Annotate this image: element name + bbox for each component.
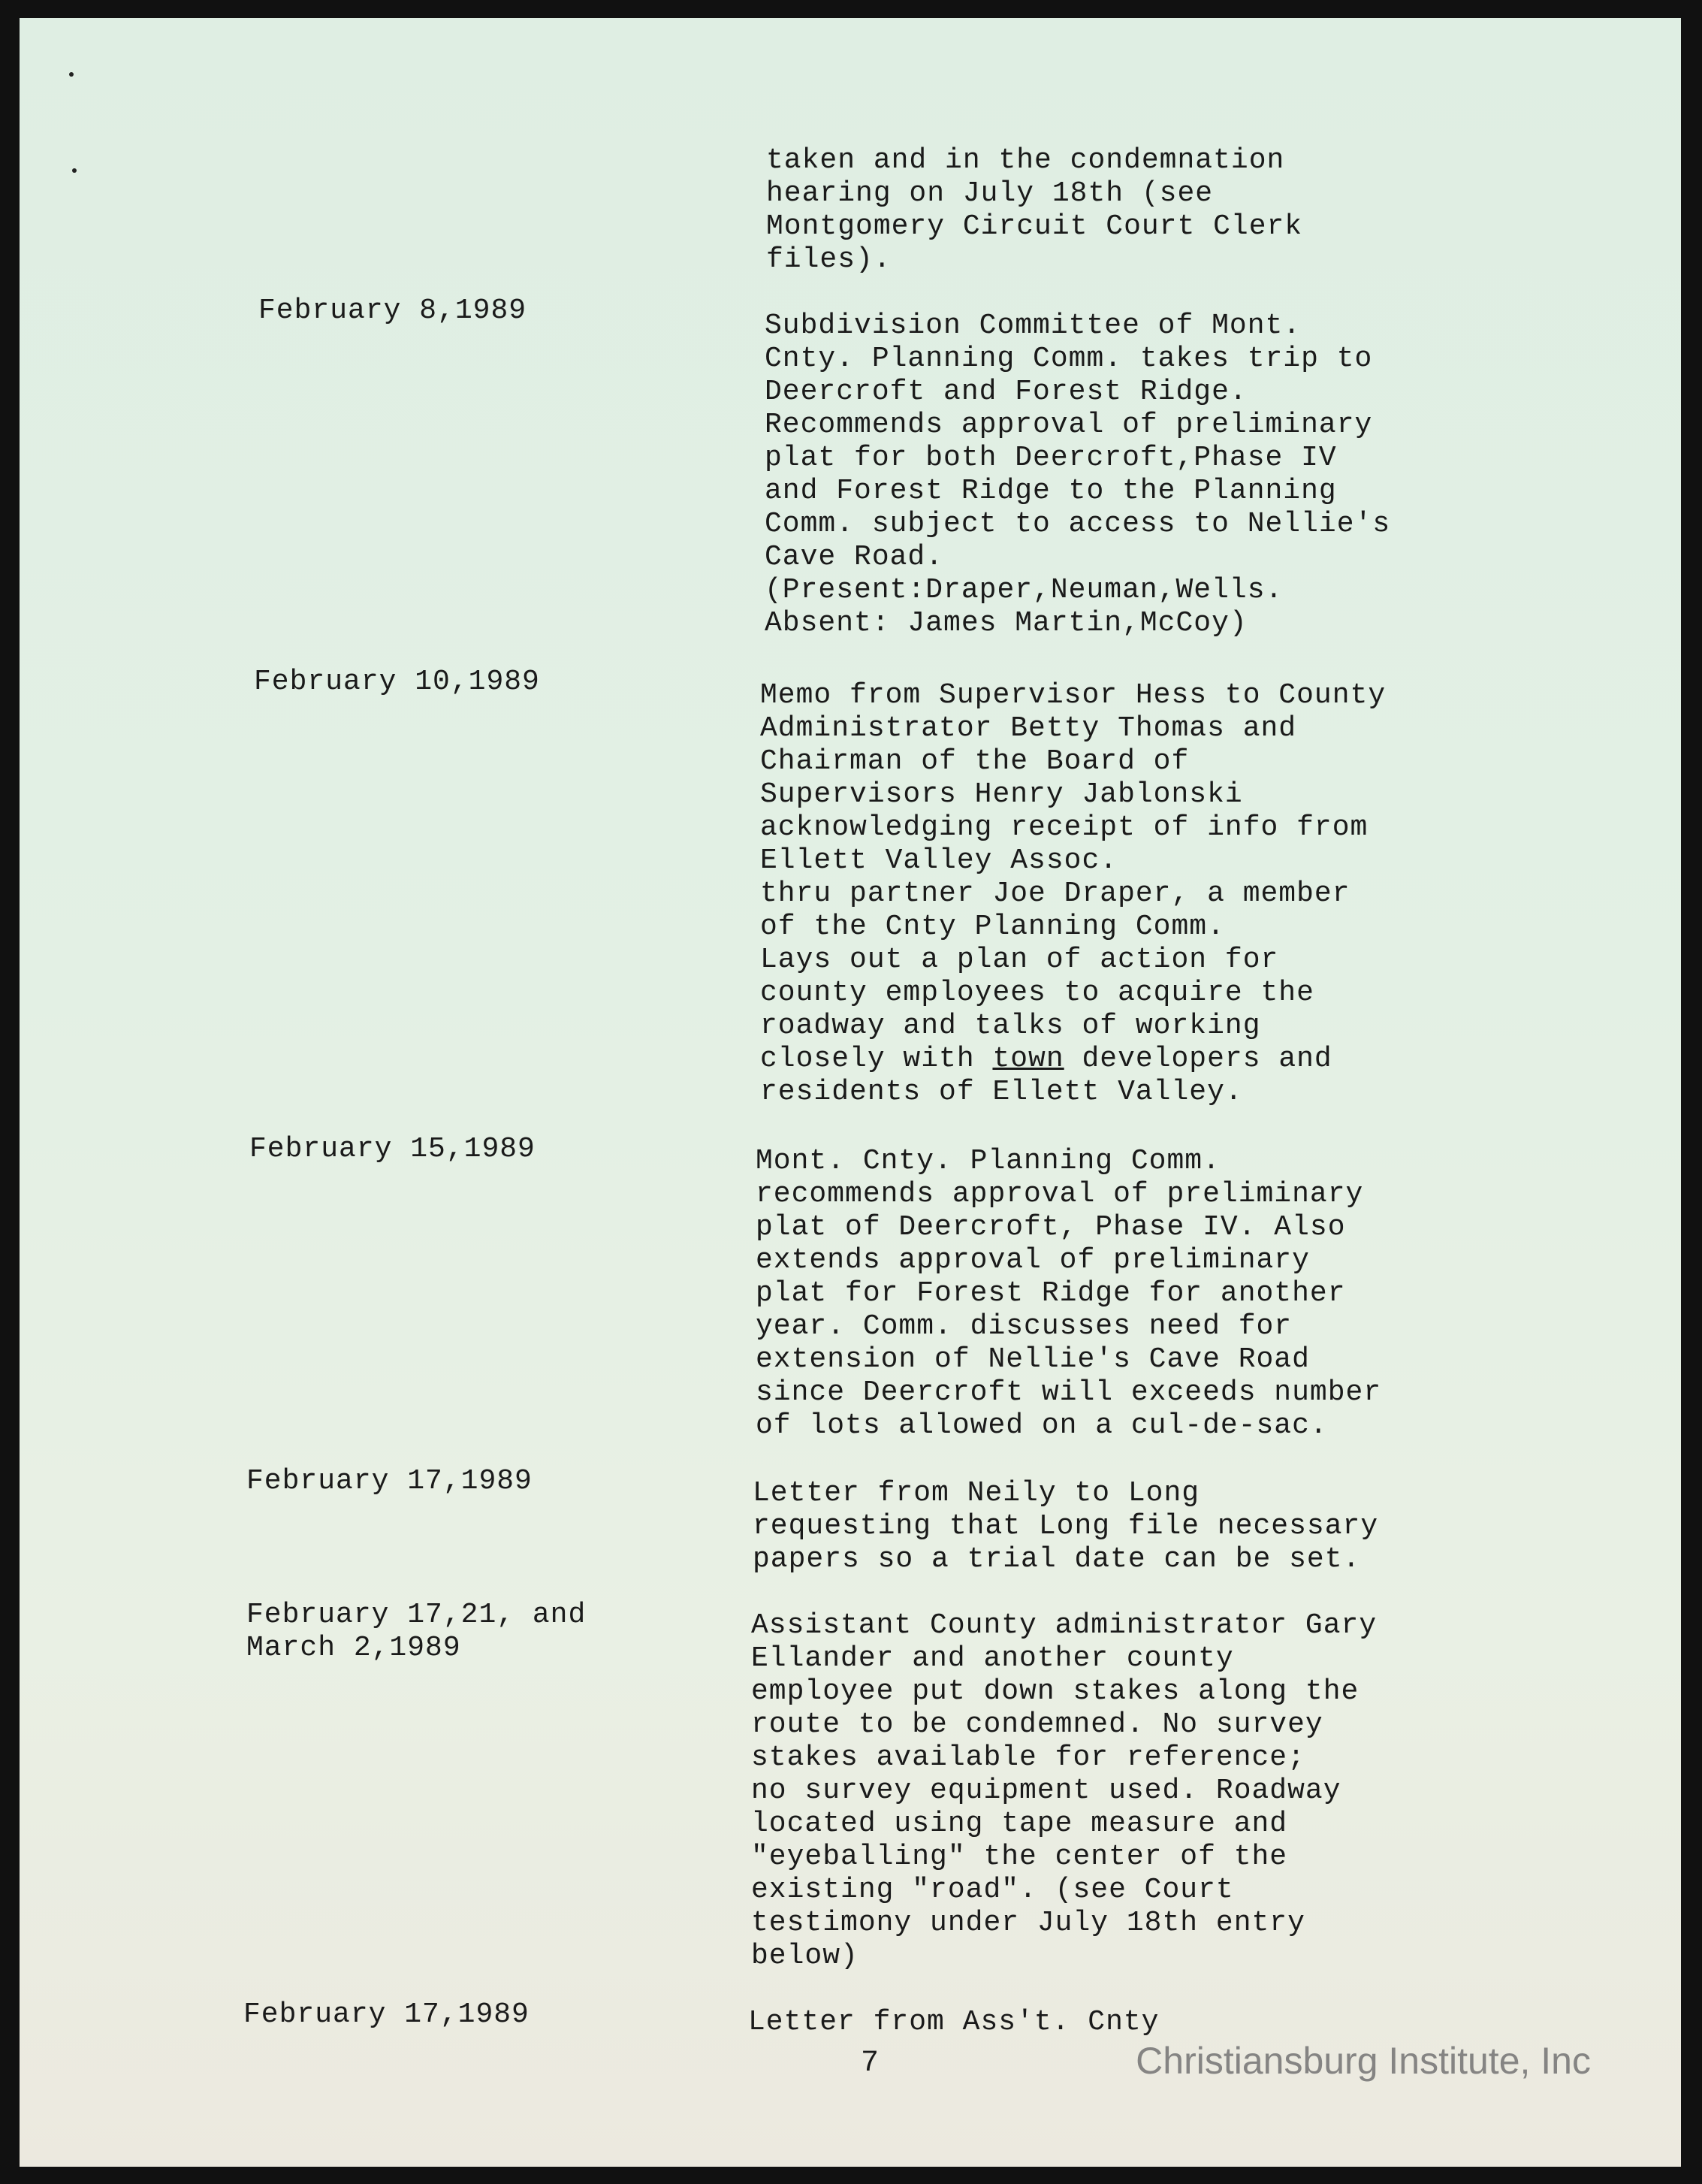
text-line: Supervisors Henry Jablonski [760, 778, 1243, 811]
text-line: Absent: James Martin,McCoy) [765, 607, 1248, 639]
text-line: plat for Forest Ridge for another [756, 1277, 1346, 1309]
entry-date: February 17,1989 [246, 1465, 533, 1497]
text-line: Chairman of the Board of [760, 745, 1190, 778]
text-line: Lays out a plan of action for [760, 944, 1279, 976]
punch-mark [69, 72, 74, 77]
text-line: Cave Road. [765, 541, 944, 573]
text-line: files). [766, 243, 892, 276]
text-line: since Deercroft will exceeds number [756, 1376, 1382, 1409]
text-line: Letter from Ass't. Cnty [748, 2006, 1160, 2038]
entry-text [751, 1609, 1540, 1973]
text-line: residents of Ellett Valley. [760, 1076, 1243, 1108]
text-line: extends approval of preliminary [756, 1244, 1310, 1276]
entry-text [748, 2006, 1537, 2039]
entry-date: February 15,1989 [249, 1133, 536, 1165]
text-line: taken and in the condemnation [766, 144, 1285, 177]
text-line: located using tape measure and [751, 1808, 1288, 1840]
text-line: roadway and talks of working [760, 1010, 1261, 1042]
text-line: existing "road". (see Court [751, 1874, 1234, 1906]
watermark: Christiansburg Institute, Inc [1136, 2040, 1591, 2082]
text-line: stakes available for reference; [751, 1741, 1305, 1774]
underlined-word: town [992, 1043, 1064, 1075]
text-line: extension of Nellie's Cave Road [756, 1343, 1310, 1376]
text-line: requesting that Long file necessary [753, 1510, 1379, 1542]
entry-text [753, 1477, 1541, 1576]
text-line: Deercroft and Forest Ridge. [765, 376, 1248, 408]
text-line: Letter from Neily to Long [753, 1477, 1200, 1509]
entry-text [765, 310, 1553, 640]
entry-text [760, 679, 1549, 1109]
entry-text [756, 1145, 1544, 1442]
text-line: Mont. Cnty. Planning Comm. [756, 1145, 1221, 1177]
text-line: below) [751, 1940, 859, 1972]
text-line: route to be condemned. No survey [751, 1708, 1323, 1741]
text-line: recommends approval of preliminary [756, 1178, 1364, 1210]
text-line: thru partner Joe Draper, a member [760, 878, 1350, 910]
entry-date: February 17,1989 [243, 1998, 530, 2031]
text-line: employee put down stakes along the [751, 1675, 1359, 1708]
text-line: Ellander and another county [751, 1642, 1234, 1675]
text-line: Subdivision Committee of Mont. [765, 310, 1302, 342]
text-line: no survey equipment used. Roadway [751, 1775, 1341, 1807]
text-line: Administrator Betty Thomas and [760, 712, 1297, 745]
entry-date: February 8,1989 [258, 295, 527, 327]
text-line: Memo from Supervisor Hess to County [760, 679, 1387, 711]
text-line: Montgomery Circuit Court Clerk [766, 210, 1303, 243]
text-line: Cnty. Planning Comm. takes trip to [765, 343, 1373, 375]
text-line: and Forest Ridge to the Planning [765, 475, 1337, 507]
punch-mark [72, 168, 77, 173]
text-line: Recommends approval of preliminary [765, 409, 1373, 441]
text-line: year. Comm. discusses need for [756, 1310, 1293, 1343]
text-line: of the Cnty Planning Comm. [760, 911, 1225, 943]
text-line: Ellett Valley Assoc. [760, 844, 1118, 877]
text-line-underlined: closely with town developers and [760, 1043, 1332, 1075]
text-line: papers so a trial date can be set. [753, 1543, 1361, 1575]
text-line: "eyeballing" the center of the [751, 1841, 1288, 1873]
text-line: plat for both Deercroft,Phase IV [765, 442, 1337, 474]
document-page [20, 18, 1681, 2167]
continuation-text [766, 144, 1555, 276]
page-number: 7 [861, 2047, 880, 2080]
text-line: Comm. subject to access to Nellie's [765, 508, 1391, 540]
text-line: hearing on July 18th (see [766, 177, 1214, 210]
text-line: plat of Deercroft, Phase IV. Also [756, 1211, 1346, 1243]
entry-date: February 17,21, and March 2,1989 [246, 1599, 587, 1664]
text-line: acknowledging receipt of info from [760, 811, 1369, 844]
text-line: of lots allowed on a cul-de-sac. [756, 1409, 1328, 1442]
text-line: Assistant County administrator Gary [751, 1609, 1378, 1642]
text-line: (Present:Draper,Neuman,Wells. [765, 574, 1284, 606]
text-line: county employees to acquire the [760, 977, 1314, 1009]
entry-date: February 10,1989 [254, 666, 540, 698]
text-line: testimony under July 18th entry [751, 1907, 1305, 1939]
